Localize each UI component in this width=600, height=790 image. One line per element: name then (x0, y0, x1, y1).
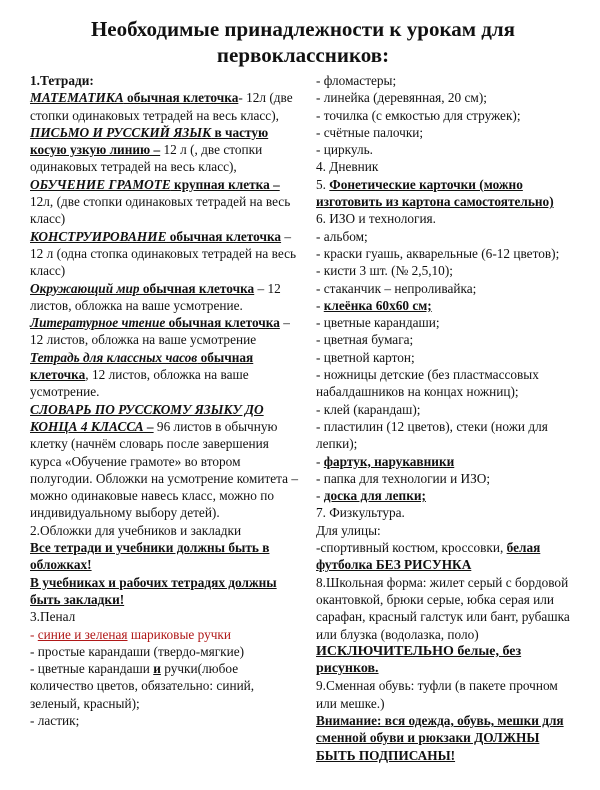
item-sharpener: - точилка (с емкостью для стружек); (316, 107, 521, 123)
item-modeling-board: - доска для лепки; (316, 488, 426, 504)
item-math: МАТЕМАТИКА обычная клеточка- 12л (две стопки одинаковых тетрадей на весь класс), (30, 90, 293, 123)
item-class-hours: Тетрадь для классных часов обычная клеточка, 12 листов, обложка на ваше усмотрение. (30, 349, 254, 400)
item-scissors: - ножницы детские (без пластмассовых набалдашников на концах ножниц); (316, 367, 539, 400)
covers-note-1: Все тетради и учебники должны быть в обложках! (30, 540, 270, 573)
item-color-paper: - цветная бумага; (316, 332, 414, 348)
section-art-heading: 6. ИЗО и технология. (316, 211, 436, 227)
item-folder: - папка для технологии и ИЗО; (316, 470, 491, 486)
page-title (30, 16, 576, 68)
item-world: Окружающий мир обычная клеточка – 12 листов, обложка на ваше усмотрение. (30, 280, 281, 313)
item-sportswear: -спортивный костюм, кроссовки, белая футболка БЕЗ РИСУНКА (316, 540, 541, 573)
item-eraser: - ластик; (30, 712, 80, 728)
item-pens: - синие и зеленая шариковые ручки (30, 626, 232, 642)
item-album: - альбом; (316, 228, 368, 244)
item-oilcloth: - клеёнка 60х60 см; (316, 297, 432, 313)
section-phonetic-cards: 5. Фонетические карточки (можно изготовить из картона самостоятельно) (316, 176, 554, 210)
item-color-pencils: - цветные карандаши и ручки(любое количество цветов, обязательно: синий, зеленый, красный); (30, 661, 255, 711)
item-cardboard: - цветной картон; (316, 349, 415, 365)
uniform-note: ИСКЛЮЧИТЕЛЬНО белые, без рисунков. (316, 643, 522, 677)
title-line-1: Необходимые принадлежности к урокам для (90, 17, 516, 41)
item-ruler: - линейка (деревянная, 20 см); (316, 90, 487, 106)
item-counting-sticks: - счётные палочки; (316, 124, 424, 140)
section-notebooks-heading: 1.Тетради: (30, 73, 94, 88)
item-brushes: - кисти 3 шт. (№ 2,5,10); (316, 263, 453, 279)
section-uniform: 8.Школьная форма: жилет серый с бордовой окантовкой, брюки серые, юбка серая или сарафан, красный галстук или бант, рубашка или блузка (водолазка, поло) (316, 574, 570, 642)
title-line-2: первоклассников: (216, 43, 390, 67)
item-compass: - циркуль. (316, 142, 373, 158)
attention-note: Внимание: вся одежда, обувь, мешки для сменной обуви и рюкзаки ДОЛЖНЫ БЫТЬ ПОДПИСАНЫ! (316, 712, 564, 763)
columns (30, 72, 576, 764)
right-column (316, 72, 576, 764)
section-diary: 4. Дневник (316, 159, 379, 175)
item-literacy: ОБУЧЕНИЕ ГРАМОТЕ крупная клетка – 12л, (две стопки одинаковых тетрадей на весь класс) (30, 176, 291, 227)
item-apron: - фартук, нарукавники (316, 453, 455, 469)
item-reading: Литературное чтение обычная клеточка – 12 листов, обложка на ваше усмотрение (30, 315, 290, 348)
item-construction: КОНСТРУИРОВАНИЕ обычная клеточка – 12 л (одна стопка одинаковых тетрадей на весь класс) (30, 228, 297, 279)
item-cup: - стаканчик – непроливайка; (316, 280, 477, 296)
item-markers: - фломастеры; (316, 73, 397, 88)
section-shoes: 9.Сменная обувь: туфли (в пакете прочном или мешке.) (316, 678, 558, 711)
item-dictionary: СЛОВАРЬ ПО РУССКОМУ ЯЗЫКУ ДО КОНЦА 4 КЛАССА – 96 листов в обычную клетку (начнём словарь после завершения курса «Обучение грамоте» во втором полугодии. Обложки на усмотрение комитета – можно одинаковые навесь класс, можно по индивидуальному выбору детей). (30, 401, 299, 521)
left-column (30, 72, 298, 764)
outdoor-label: Для улицы: (316, 522, 381, 538)
item-glue: - клей (карандаш); (316, 401, 421, 417)
item-art-pencils: - цветные карандаши; (316, 315, 440, 331)
item-pencils: - простые карандаши (твердо-мягкие) (30, 643, 245, 659)
section-covers-heading: 2.Обложки для учебников и закладки (30, 522, 242, 538)
section-pe-heading: 7. Физкультура. (316, 505, 405, 521)
covers-note-2: В учебниках и рабочих тетрадях должны быть закладки! (30, 574, 277, 607)
item-paints: - краски гуашь, акварельные (6-12 цветов); (316, 245, 560, 261)
item-writing: ПИСЬМО И РУССКИЙ ЯЗЫК в частую косую узкую линию – 12 л (, две стопки одинаковых тетрадей на весь класс), (30, 124, 269, 175)
section-pencil-case-heading: 3.Пенал (30, 609, 76, 625)
item-plasticine: - пластилин (12 цветов), стеки (ножи для лепки); (316, 418, 548, 452)
